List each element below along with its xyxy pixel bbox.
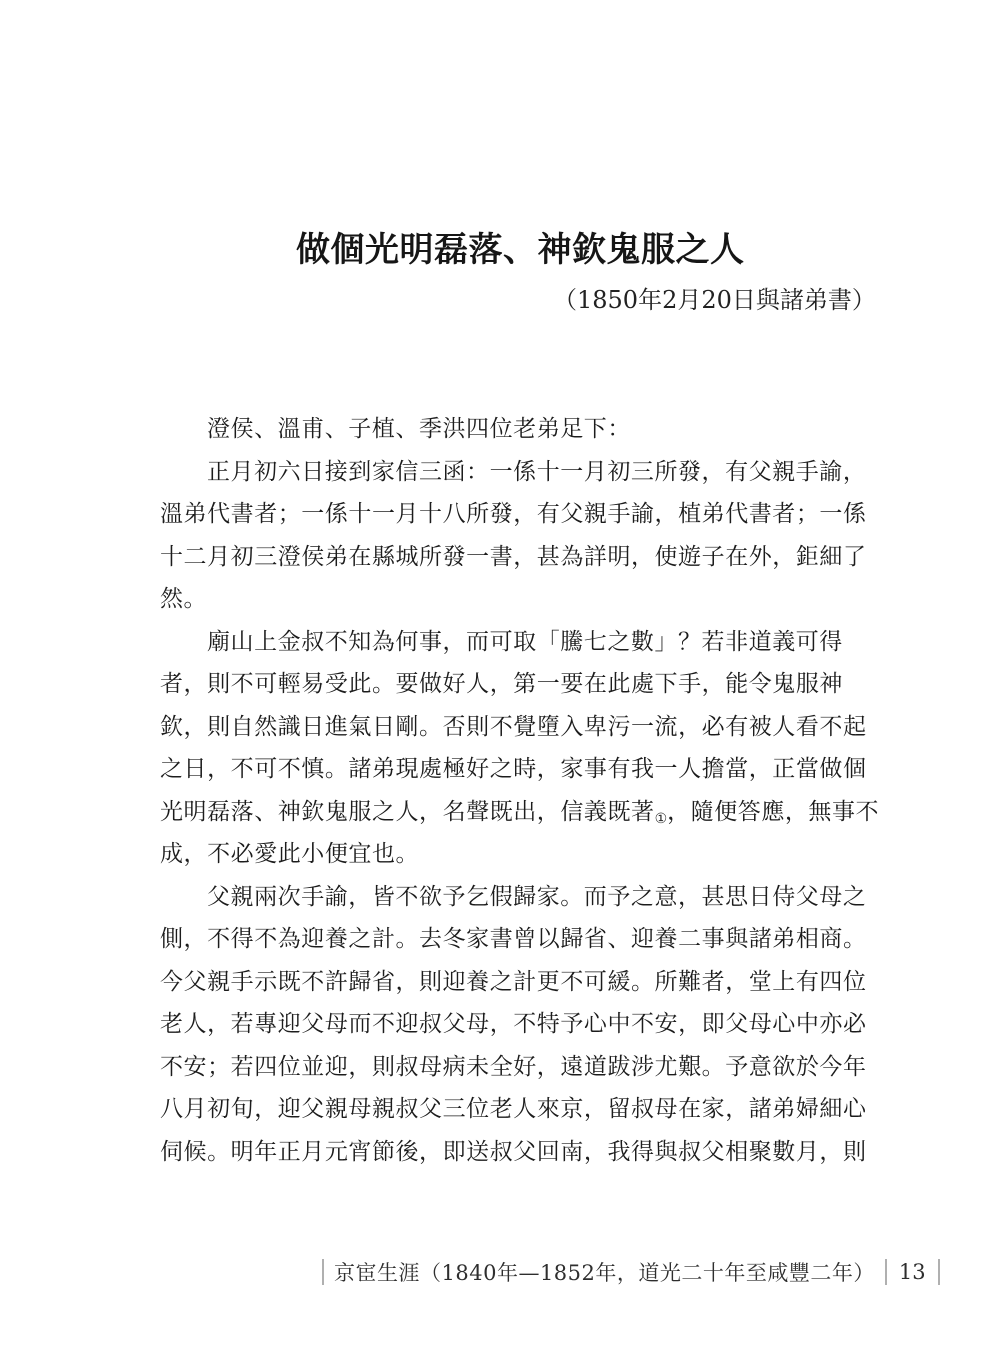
text-line: 父親兩次手諭，皆不欲予乞假歸家。而予之意，甚思日侍父母之 [207,883,867,910]
text-line: 側，不得不為迎養之計。去冬家書曾以歸省、迎養二事與諸弟相商。 [160,926,867,952]
text-line: 光明磊落、神欽鬼服之人，名聲既出，信義既著①，隨便答應，無事不 [160,798,880,827]
text-line: 廟山上金叔不知為何事，而可取「騰七之數」？若非道義可得 [207,628,843,655]
text-line: 溫弟代書者；一係十一月十八所發，有父親手諭，植弟代書者；一係 [160,501,867,527]
text-line: 澄侯、溫甫、子植、季洪四位老弟足下： [207,416,631,442]
text-line: 然。 [160,586,208,612]
footnote-marker: ① [654,810,668,827]
letter-body [160,408,880,1173]
text-line: 十二月初三澄侯弟在縣城所發一書，甚為詳明，使遊子在外，鉅細了 [160,543,867,570]
text-line: 不安；若四位並迎，則叔母病未全好，遠道跋涉尤艱。予意欲於今年 [160,1053,867,1080]
text-line: 之日，不可不慎。諸弟現處極好之時，家事有我一人擔當，正當做個 [160,756,867,782]
letter-date-subtitle: （1850年2月20日與諸弟書） [553,286,876,314]
text-line: 正月初六日接到家信三函：一係十一月初三所發，有父親手諭， [207,458,867,485]
text-line: 伺候。明年正月元宵節後，即送叔父回南，我得與叔父相聚數月，則 [160,1138,867,1165]
chapter-title: 做個光明磊落、神欽鬼服之人 [296,230,745,270]
footer-divider-left [322,1259,324,1285]
footer-section-title: 京宦生涯（1840年—1852年，道光二十年至咸豐二年） [334,1261,875,1285]
footer-divider-right [938,1259,940,1285]
text-line: 八月初旬，迎父親母親叔父三位老人來京，留叔母在家，諸弟婦細心 [160,1096,867,1122]
page-footer [322,1256,940,1288]
text-line: 老人，若專迎父母而不迎叔父母，不特予心中不安，即父母心中亦必 [160,1011,867,1037]
text-line: 今父親手示既不許歸省，則迎養之計更不可緩。所難者，堂上有四位 [160,968,867,995]
text-line: 成，不必愛此小便宜也。 [160,841,420,867]
text-line: 欽，則自然識日進氣日剛。否則不覺墮入卑污一流，必有被人看不起 [160,713,867,740]
page-number: 13 [898,1260,926,1284]
footer-divider-middle [885,1259,887,1285]
text-line: 者，則不可輕易受此。要做好人，第一要在此處下手，能令鬼服神 [160,671,843,697]
